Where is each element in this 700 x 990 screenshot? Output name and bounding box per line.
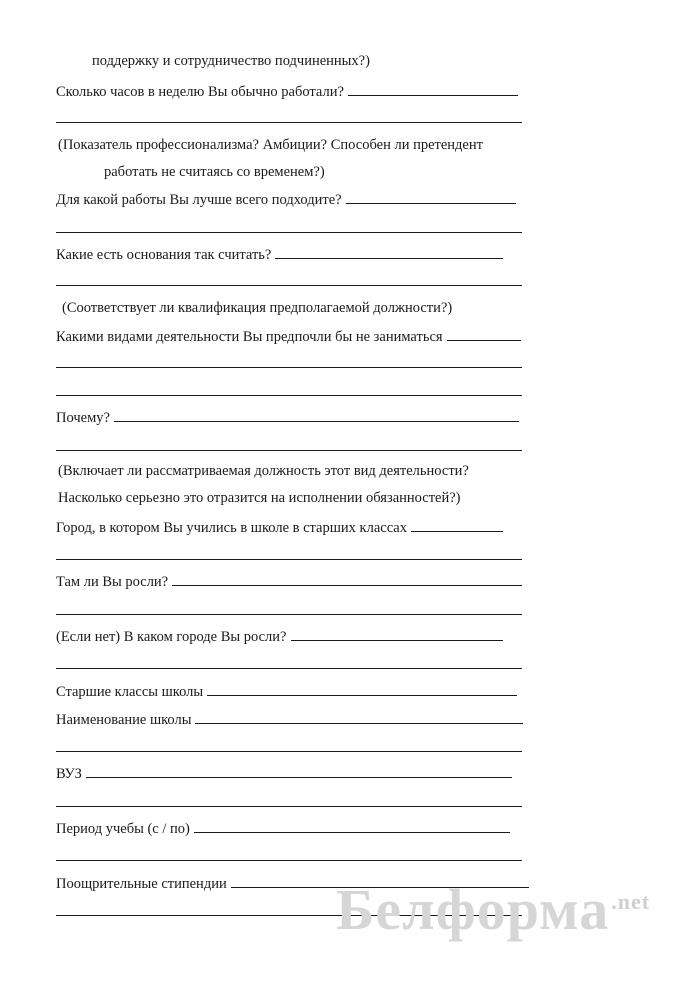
note-qualification: (Соответствует ли квалификация предполагаемой должности?): [62, 300, 453, 316]
answer-line[interactable]: [56, 285, 522, 286]
question-why-label: Почему?: [56, 410, 110, 426]
question-avoid-label: Какими видами деятельности Вы предпочли бы не заниматься: [56, 329, 443, 345]
question-university: [56, 764, 512, 783]
question-senior-classes: [56, 682, 517, 701]
question-hours: [56, 82, 518, 101]
answer-city-school-blank[interactable]: [411, 518, 503, 532]
question-best-job-label: Для какой работы Вы лучше всего подходите?: [56, 192, 342, 208]
question-best-job: [56, 190, 516, 209]
note-lead-continuation: поддержку и сотрудничество подчиненных?): [92, 53, 370, 69]
question-avoid: [56, 327, 521, 346]
question-grew-city-label: (Если нет) В каком городе Вы росли?: [56, 629, 287, 645]
answer-line[interactable]: [56, 450, 522, 451]
answer-reasons-blank[interactable]: [275, 245, 503, 259]
question-why: [56, 408, 519, 427]
question-reasons-label: Какие есть основания так считать?: [56, 247, 272, 263]
answer-senior-classes-blank[interactable]: [207, 682, 517, 696]
question-scholarships-label: Поощрительные стипендии: [56, 876, 227, 892]
answer-line[interactable]: [56, 122, 522, 123]
answer-school-name-blank[interactable]: [195, 710, 523, 724]
question-grew-there-label: Там ли Вы росли?: [56, 574, 169, 590]
answer-line[interactable]: [56, 806, 522, 807]
question-hours-label: Сколько часов в неделю Вы обычно работали?: [56, 84, 344, 100]
question-grew-there: [56, 572, 522, 591]
question-senior-classes-label: Старшие классы школы: [56, 684, 204, 700]
answer-hours-blank[interactable]: [348, 82, 518, 96]
question-university-label: ВУЗ: [56, 766, 82, 782]
question-school-name: [56, 710, 523, 729]
answer-why-blank[interactable]: [114, 408, 519, 422]
answer-grew-city-blank[interactable]: [291, 627, 503, 641]
question-grew-city: [56, 627, 503, 646]
answer-grew-there-blank[interactable]: [172, 572, 522, 586]
answer-university-blank[interactable]: [86, 764, 512, 778]
answer-line[interactable]: [56, 614, 522, 615]
note-includes-2: Насколько серьезно это отразится на исполнении обязанностей?): [58, 490, 461, 506]
question-reasons: [56, 245, 503, 264]
answer-line[interactable]: [56, 395, 522, 396]
question-city-school-label: Город, в котором Вы учились в школе в старших классах: [56, 520, 407, 536]
watermark-logo: [336, 876, 650, 943]
question-study-period-label: Период учебы (с / по): [56, 821, 190, 837]
question-school-name-label: Наименование школы: [56, 712, 192, 728]
answer-line[interactable]: [56, 751, 522, 752]
answer-line[interactable]: [56, 559, 522, 560]
note-professionalism-1: (Показатель профессионализма? Амбиции? Способен ли претендент: [58, 137, 483, 153]
answer-line[interactable]: [56, 860, 522, 861]
answer-best-job-blank[interactable]: [346, 190, 516, 204]
answer-line[interactable]: [56, 232, 522, 233]
watermark-brand: Белформа: [336, 877, 610, 942]
note-includes-1: (Включает ли рассматриваемая должность этот вид деятельности?: [58, 463, 469, 479]
answer-study-period-blank[interactable]: [194, 819, 510, 833]
answer-line[interactable]: [56, 367, 522, 368]
question-study-period: [56, 819, 510, 838]
answer-line[interactable]: [56, 668, 522, 669]
question-city-school: [56, 518, 503, 537]
answer-avoid-blank[interactable]: [447, 327, 521, 341]
note-professionalism-2: работать не считаясь со временем?): [104, 164, 325, 180]
watermark-suffix: .net: [611, 889, 651, 914]
